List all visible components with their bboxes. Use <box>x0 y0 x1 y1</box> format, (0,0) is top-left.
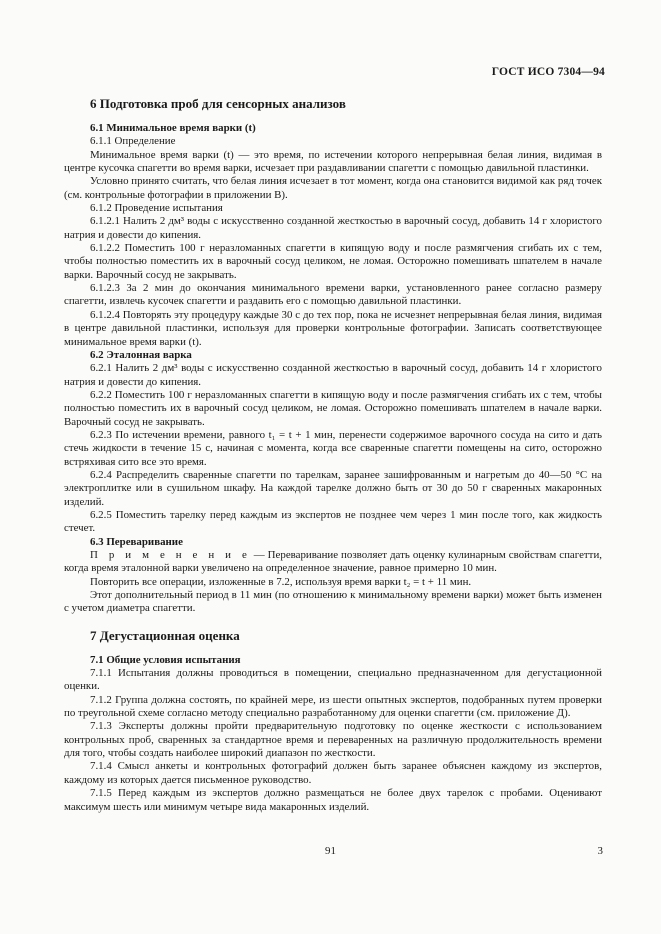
note-paragraph <box>64 549 602 576</box>
paragraph-7-1-4: 7.1.4 Смысл анкеты и контрольных фотографий должен быть заранее объяснен каждому из экспертов, каждому из которых дается письменное руководство. <box>64 760 602 786</box>
sheet-number: 3 <box>597 845 603 857</box>
paragraph-6-2-1: 6.2.1 Налить 2 дм³ воды с искусственно созданной жесткостью в варочный сосуд, добавить 14 г хлористого натрия и довести до кипения. <box>64 362 602 388</box>
paragraph-6-1-2: 6.1.2 Проведение испытания <box>90 202 223 215</box>
paragraph-convention: Условно принято считать, что белая линия исчезает в тот момент, когда она становится видимой как ряд точек (см. контрольные фотографии в приложении В). <box>64 175 602 201</box>
paragraph-6-2-4: 6.2.4 Распределить сваренные спагетти по тарелкам, заранее зашифрованным и нагретым до 40—50 °С на электроплитке или в сушильном шкафу. На каждой тарелке должно быть от 30 до 50 г сваренных макаронных изделий. <box>64 468 602 508</box>
note-label: П р и м е н е н и е <box>90 549 251 561</box>
paragraph-6-2-3: 6.2.3 По истечении времени, равного t₁ = t + 1 мин, перенести содержимое варочного сосуда на сито и дать стечь жидкости в течение 15 с, начиная с момента, когда все сваренные спагетти помещены на сито, осторожно встряхивая сито все это время. <box>64 428 602 468</box>
paragraph-repeat: Повторить все операции, изложенные в 7.2, используя время варки t₂ = t + 11 мин. <box>90 575 472 588</box>
paragraph-6-2-5: 6.2.5 Поместить тарелку перед каждым из экспертов не позднее чем через 1 мин после того, как жидкость стечет. <box>64 508 602 535</box>
paragraph-6-1-2-4: 6.1.2.4 Повторять эту процедуру каждые 30 с до тех пор, пока не исчезнет непрерывная белая линия, видимая в центре давильной пластинки, используя для проверки контрольные фотографии. Записать соответствующее минимальное время варки (t). <box>64 308 602 348</box>
subsection-7-1-title: 7.1 Общие условия испытания <box>90 653 241 666</box>
paragraph-7-1-5: 7.1.5 Перед каждым из экспертов должно размещаться не более двух тарелок с пробами. Оценивают максимум шесть или минимум четыре вида макаронных изделий. <box>64 787 602 813</box>
standard-header: ГОСТ ИСО 7304—94 <box>491 66 605 78</box>
paragraph-definition: Минимальное время варки (t) — это время, по истечении которого непрерывная белая линия, видимая в центре кусочка спагетти во время варки, исчезает при раздавливании спагетти с помощью давильной пластинки. <box>64 148 602 175</box>
page-number: 91 <box>325 845 336 857</box>
subsection-6-3-title: 6.3 Переваривание <box>90 535 183 548</box>
subsection-6-2-title: 6.2 Эталонная варка <box>90 348 192 361</box>
paragraph-7-1-3: 7.1.3 Эксперты должны пройти предварительную подготовку по оценке жесткости с использованием контрольных проб, сваренных за стандартное время и переваренных на различную продолжительность времени для того, чтобы создать наиболее широкий диапазон по жесткости. <box>64 720 602 760</box>
paragraph-7-1-2: 7.1.2 Группа должна состоять, по крайней мере, из шести опытных экспертов, подобранных путем проверки по треугольной схеме согласно методу специально разработанному для оценки спагетти (см. приложение Д). <box>64 693 602 720</box>
section-6-title: 6 Подготовка проб для сенсорных анализов <box>90 96 346 111</box>
paragraph-6-1-2-3: 6.1.2.3 За 2 мин до окончания минимального времени варки, установленного ранее согласно размеру спагетти, извлечь кусочек спагетти и раздавить его с помощью давильной пластинки. <box>64 282 602 308</box>
note-text: — Переваривание позволяет дать оценку кулинарным свойствам спагетти, когда время эталонной варки увеличено на определенное значение, равное примерно 10 мин. <box>64 549 602 575</box>
paragraph-additional-period: Этот дополнительный период в 11 мин (по отношению к минимальному времени варки) может быть изменен с учетом диаметра спагетти. <box>64 589 602 615</box>
paragraph-6-2-2: 6.2.2 Поместить 100 г неразломанных спагетти в кипящую воду и после размягчения сгибать их с тем, чтобы полностью поместить их в варочный сосуд целиком, не ломая. Осторожно помешивать шпателем в начале варки. Варочный сосуд не закрывать. <box>64 388 602 428</box>
subsection-6-1-title: 6.1 Минимальное время варки (t) <box>90 122 256 134</box>
paragraph-6-1-2-2: 6.1.2.2 Поместить 100 г неразломанных спагетти в кипящую воду и после размягчения сгибать их с тем, чтобы полностью поместить их в варочный сосуд целиком, не ломая. Осторожно помешивать шпателем в начале варки. Варочный сосуд не закрывать. <box>64 242 602 281</box>
section-7-title: 7 Дегустационная оценка <box>90 627 240 643</box>
paragraph-7-1-1: 7.1.1 Испытания должны проводиться в помещении, специально предназначенном для дегустационной оценки. <box>64 667 602 693</box>
paragraph-6-1-2-1: 6.1.2.1 Налить 2 дм³ воды с искусственно созданной жесткостью в варочный сосуд, добавить 14 г хлористого натрия и довести до кипения. <box>64 215 602 241</box>
document-body <box>64 96 602 814</box>
paragraph-6-1-1: 6.1.1 Определение <box>90 135 176 148</box>
